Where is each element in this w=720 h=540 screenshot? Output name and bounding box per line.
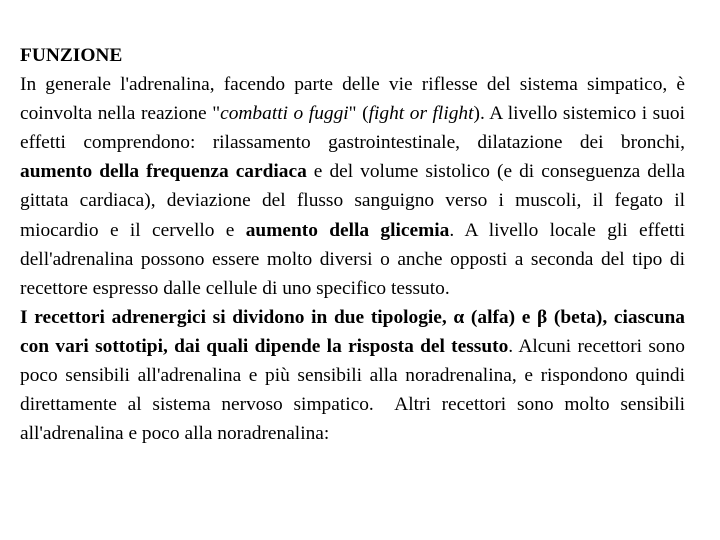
p1-text-3: ). A livello sistemico i suoi effetti comprendono: rilassamento gastrointestinale, dilatazione dei bronchi,	[20, 103, 685, 154]
p1-text-1: In generale l'adrenalina, facendo parte delle vie riflesse del sistema simpatico, è coinvolta nella reazione "	[20, 74, 685, 125]
p1-bold-glycemia: aumento della glicemia	[245, 219, 450, 241]
section-heading	[20, 41, 685, 70]
document-page	[20, 41, 685, 448]
p2-gap	[374, 394, 394, 415]
p2-text-1: . Alcuni recettori sono poco sensibili all'adrenalina e più sensibili alla noradrenalina, e rispondono quindi direttamente al sistema nervoso simpatico.	[20, 335, 685, 416]
p1-text-2: " (	[348, 103, 369, 125]
paragraph-function-description	[20, 70, 685, 303]
p1-bold-heart-rate: aumento della frequenza cardiaca	[20, 161, 307, 183]
paragraph-receptors	[20, 303, 685, 448]
heading-text: FUNZIONE	[20, 45, 123, 66]
p1-text-5: . A livello locale gli effetti dell'adrenalina possono essere molto diversi o anche opposti a seconda del tipo di recettore espresso dalle cellule di uno specifico tessuto.	[20, 219, 685, 299]
p2-bold-receptors: I recettori adrenergici si dividono in due tipologie, α (alfa) e β (beta), ciascuna con vari sottotipi, dai quali dipende la risposta del tessuto	[20, 306, 685, 357]
p1-italic-fight: fight or flight	[368, 103, 474, 125]
p1-text-4: e del volume sistolico (e di conseguenza della gittata cardiaca), deviazione del flusso sanguigno verso i muscoli, il fegato il miocardio e il cervello e	[20, 161, 685, 241]
p1-italic-combatti: combatti o fuggi	[220, 103, 349, 125]
p2-text-2: Altri recettori sono molto sensibili all'adrenalina e poco alla noradrenalina:	[20, 394, 686, 445]
